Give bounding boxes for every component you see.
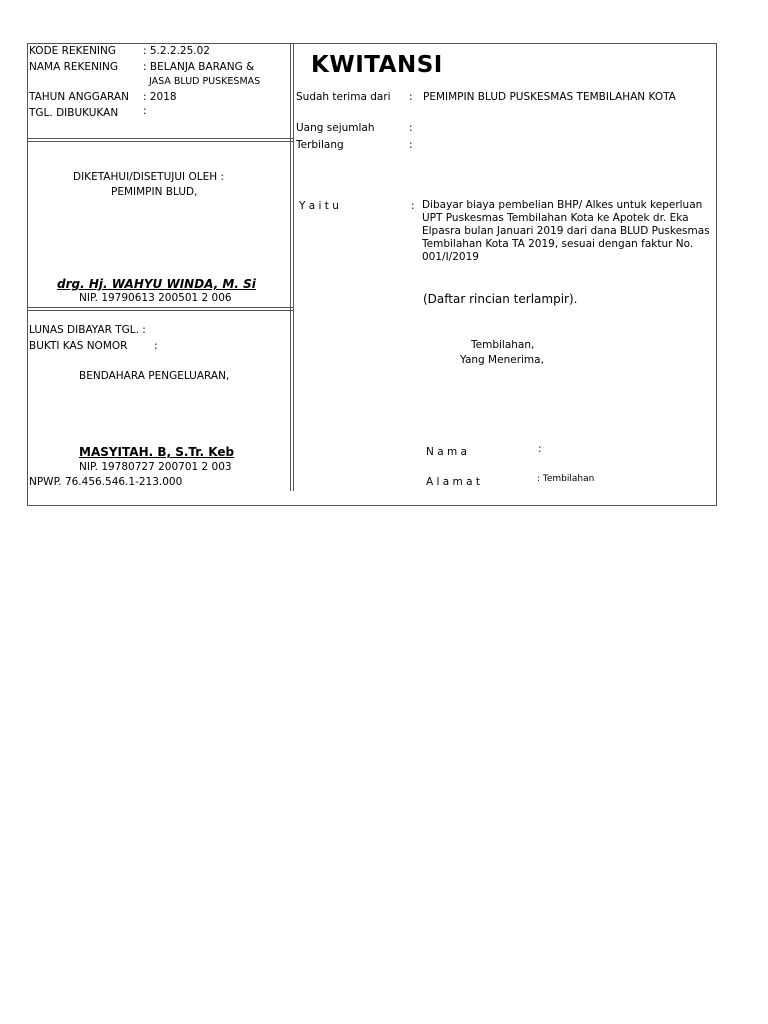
tgl-dibukukan-value: :	[143, 105, 147, 117]
nama-colon: :	[538, 443, 542, 455]
alamat-label: A l a m a t	[426, 476, 481, 488]
receiver-title: Yang Menerima,	[460, 354, 544, 366]
lunas-dibayar-label: LUNAS DIBAYAR TGL. :	[29, 324, 146, 336]
approval-line-2: PEMIMPIN BLUD,	[111, 186, 198, 198]
treasurer-name: MASYITAH. B, S.Tr. Keb	[79, 445, 235, 459]
left-divider-1a	[28, 138, 293, 139]
tahun-anggaran-label: TAHUN ANGGARAN	[29, 91, 129, 103]
approver-nip: NIP. 19790613 200501 2 006	[79, 292, 232, 304]
uang-sejumlah-label: Uang sejumlah	[296, 122, 375, 134]
receipt-title: KWITANSI	[311, 52, 443, 78]
sudah-terima-colon: :	[409, 91, 413, 103]
nama-rekening-value-2: JASA BLUD PUSKESMAS	[149, 76, 261, 87]
treasurer-nip: NIP. 19780727 200701 2 003	[79, 461, 232, 473]
kode-rekening-value: : 5.2.2.25.02	[143, 45, 210, 57]
sudah-terima-label: Sudah terima dari	[296, 91, 391, 103]
bukti-kas-label: BUKTI KAS NOMOR	[29, 340, 128, 352]
tgl-dibukukan-label: TGL. DIBUKUKAN	[29, 107, 119, 119]
daftar-rincian-note: (Daftar rincian terlampir).	[423, 292, 578, 306]
left-divider-1b	[28, 141, 293, 142]
approver-name: drg. Hj. WAHYU WINDA, M. Si	[57, 277, 256, 291]
vertical-divider-a	[290, 44, 291, 491]
tahun-anggaran-value: : 2018	[143, 91, 177, 103]
yaitu-colon: :	[411, 200, 415, 212]
treasurer-title: BENDAHARA PENGELUARAN,	[79, 370, 230, 382]
left-divider-2b	[28, 310, 293, 311]
left-divider-2a	[28, 307, 293, 308]
alamat-value: : Tembilahan	[537, 474, 595, 484]
sudah-terima-value: PEMIMPIN BLUD PUSKESMAS TEMBILAHAN KOTA	[423, 91, 676, 103]
place-label: Tembilahan,	[471, 339, 535, 351]
nama-rekening-label: NAMA REKENING	[29, 61, 119, 73]
receipt-frame	[27, 43, 717, 506]
terbilang-label: Terbilang	[296, 139, 344, 151]
yaitu-description: Dibayar biaya pembelian BHP/ Alkes untuk keperluan UPT Puskesmas Tembilahan Kota ke Apotek dr. Eka Elpasra bulan Januari 2019 dari dana BLUD Puskesmas Tembilahan Kota TA 2019, sesuai dengan faktur No. 001/I/2019	[422, 199, 710, 263]
nama-rekening-value-1: : BELANJA BARANG &	[143, 61, 255, 73]
bukti-kas-colon: :	[154, 340, 158, 352]
kode-rekening-label: KODE REKENING	[29, 45, 117, 57]
yaitu-label: Y a i t u	[299, 200, 339, 212]
treasurer-npwp: NPWP. 76.456.546.1-213.000	[29, 476, 183, 488]
uang-sejumlah-colon: :	[409, 122, 413, 134]
approval-line-1: DIKETAHUI/DISETUJUI OLEH :	[73, 171, 225, 183]
vertical-divider-b	[293, 44, 294, 491]
nama-label: N a m a	[426, 446, 467, 458]
terbilang-colon: :	[409, 139, 413, 151]
